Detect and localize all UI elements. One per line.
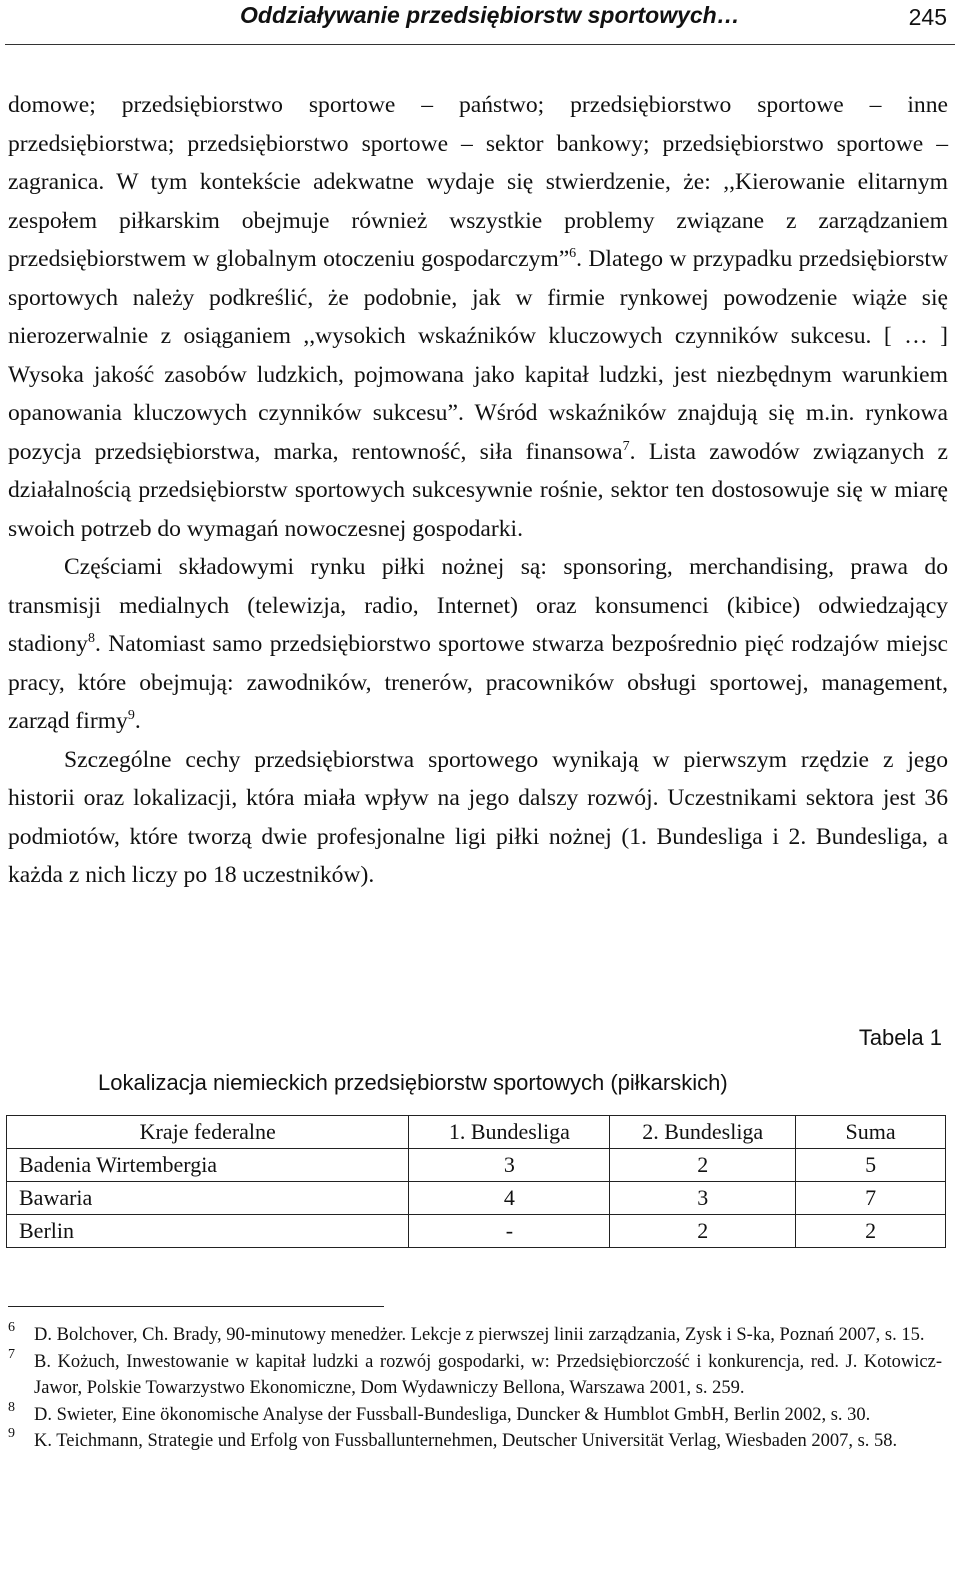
column-header: Suma <box>796 1116 946 1149</box>
footnotes <box>8 1322 942 1455</box>
footnote-number: 9 <box>8 1426 15 1441</box>
running-title: Oddziaływanie przedsiębiorstw sportowych… <box>240 2 740 28</box>
table-cell: 7 <box>796 1182 946 1215</box>
footnote-text: D. Swieter, Eine ökonomische Analyse der Fussball-Bundesliga, Duncker & Humblot GmbH, Berlin 2002, s. 30. <box>34 1404 871 1425</box>
footnote-number: 8 <box>8 1399 15 1415</box>
page-header <box>5 0 955 45</box>
paragraph-3: Szczególne cechy przedsiębiorstwa sportowego wynikają w pierwszym rzędzie z jego historii oraz lokalizacji, która miała wpływ na jego dalszy rozwój. Uczestnikami sektora jest 36 podmiotów, które tworzą dwie profesjonalne ligi piłki nożnej (1. Bundesliga i 2. Bundesliga, a każda z nich liczy po 18 uczestników). <box>8 746 948 888</box>
paragraph-text: . Dlatego w przypadku przedsiębiorstw sportowych należy podkreślić, że podobnie, jak w firmie rynkowej powodzenie wiąże się nierozerwalnie z osiąganiem ,,wysokich wskaźników kluczowych czynników sukcesu. [ … ] Wysoka jakość zasobów ludzkich, pojmowana jako kapitał ludzki, jest niezbędnym warunkiem opanowania kluczowych czynników sukcesu”. Wśród wskaźników znajdują się m.in. rynkowa pozycja przedsiębiorstwa, marka, rentowność, siła finansowa <box>8 246 948 465</box>
footnote-ref-7[interactable]: 7 <box>622 438 630 454</box>
paragraph-text: . <box>134 708 141 734</box>
footnote-text: K. Teichmann, Strategie und Erfolg von Fussballunternehmen, Deutscher Universität Verlag, Wiesbaden 2007, s. 58. <box>34 1431 898 1451</box>
page-number: 245 <box>908 4 947 30</box>
column-header: 1. Bundesliga <box>409 1116 610 1149</box>
footnote-6 <box>8 1322 942 1349</box>
column-header: 2. Bundesliga <box>610 1116 796 1149</box>
table-cell: Badenia Wirtembergia <box>7 1149 409 1182</box>
footnote-number: 7 <box>8 1346 15 1362</box>
table-cell: - <box>409 1215 610 1248</box>
footnote-8 <box>8 1399 942 1429</box>
paragraph-text: Częściami składowymi rynku piłki nożnej są: sponsoring, merchandising, prawa do transmisji medialnych (telewizja, radio, Internet) oraz konsumenci (kibice) odwiedzający stadiony <box>8 554 948 657</box>
table-row <box>7 1149 946 1182</box>
footnote-9 <box>8 1428 942 1455</box>
paragraph-1 <box>8 86 948 548</box>
paragraph-2 <box>8 548 948 741</box>
table-cell: 3 <box>610 1182 796 1215</box>
table-cell: 4 <box>409 1182 610 1215</box>
table-label: Tabela 1 <box>858 1025 942 1050</box>
table-cell: 2 <box>610 1215 796 1248</box>
table-caption: Lokalizacja niemieckich przedsiębiorstw sportowych (piłkarskich) <box>98 1070 728 1095</box>
column-header: Kraje federalne <box>7 1116 409 1149</box>
footnote-ref-8[interactable]: 8 <box>87 631 95 646</box>
footnote-ref-6[interactable]: 6 <box>569 246 577 261</box>
footnote-7 <box>8 1346 942 1402</box>
footnote-divider <box>8 1306 384 1307</box>
table-cell: Bawaria <box>7 1182 409 1215</box>
table-cell: 3 <box>409 1149 610 1182</box>
table-cell: 5 <box>796 1149 946 1182</box>
table-cell: 2 <box>796 1215 946 1248</box>
footnote-number: 6 <box>8 1320 15 1335</box>
body-text <box>8 86 948 895</box>
data-table <box>6 1115 946 1248</box>
footnote-ref-9[interactable]: 9 <box>127 708 135 723</box>
table-cell: 2 <box>610 1149 796 1182</box>
table-row <box>7 1182 946 1215</box>
paragraph-text: . Natomiast samo przedsiębiorstwo sportowe stwarza bezpośrednio pięć rodzajów miejsc pracy, które obejmują: zawodników, trenerów, pracowników obsługi sportowej, management, zarząd firmy <box>8 631 948 734</box>
footnote-text: D. Bolchover, Ch. Brady, 90-minutowy menedżer. Lekcje z pierwszej linii zarządzania, Zysk i S-ka, Poznań 2007, s. 15. <box>34 1325 925 1345</box>
paragraph-text: . Lista zawodów związanych z działalnością przedsiębiorstw sportowych sukcesywnie rośnie, sektor ten dostosowuje się w miarę swoich potrzeb do wymagań nowoczesnej gospodarki. <box>8 438 948 542</box>
table-cell: Berlin <box>7 1215 409 1248</box>
table-header-row <box>7 1116 946 1149</box>
paragraph-text: domowe; przedsiębiorstwo sportowe – państwo; przedsiębiorstwo sportowe – inne przedsiębiorstwa; przedsiębiorstwo sportowe – sektor bankowy; przedsiębiorstwo sportowe – zagranica. W tym kontekście adekwatne wydaje się stwierdzenie, że: ,,Kierowanie elitarnym zespołem piłkarskim obejmuje również wszystkie problemy związane z zarządzaniem przedsiębiorstwem w globalnym otoczeniu gospodarczym” <box>8 92 948 272</box>
table-row <box>7 1215 946 1248</box>
footnote-text: B. Kożuch, Inwestowanie w kapitał ludzki a rozwój gospodarki, w: Przedsiębiorczość i konkurencja, red. J. Kotowicz-Jawor, Polskie Towarzystwo Ekonomiczne, Dom Wydawniczy Bellona, Warszawa 2001, s. 259. <box>34 1351 942 1398</box>
